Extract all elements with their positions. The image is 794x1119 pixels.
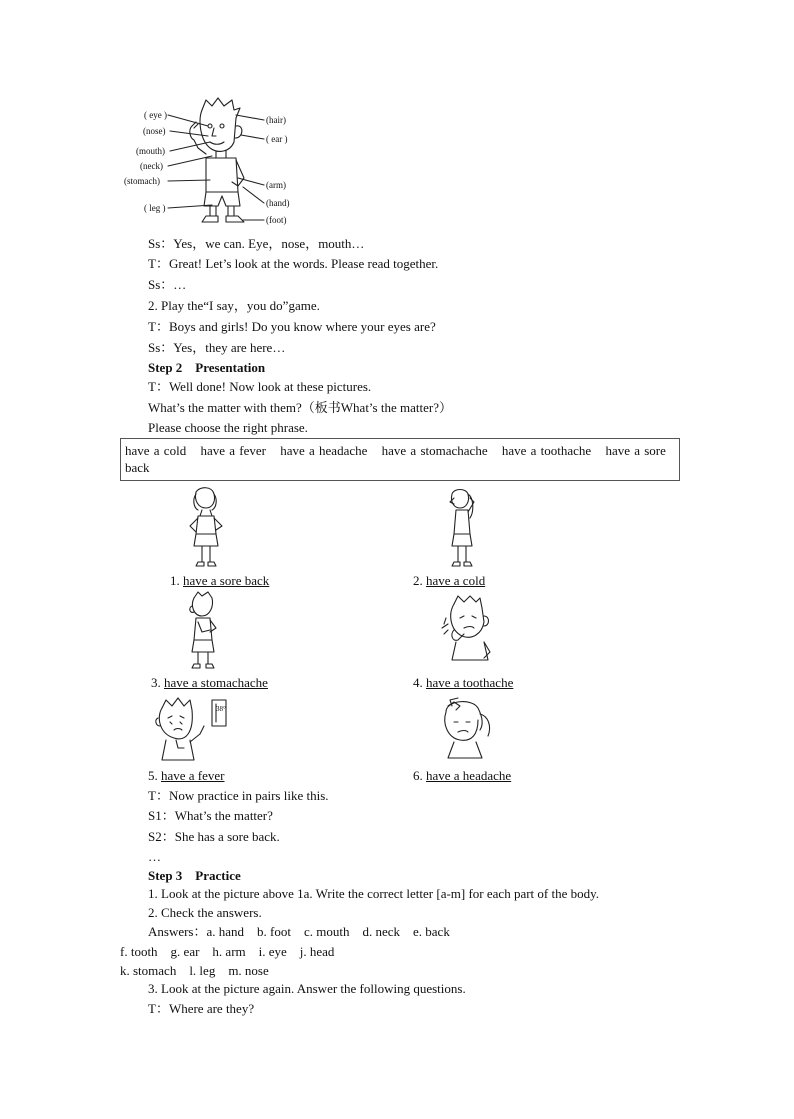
- label-neck: (neck): [140, 161, 163, 171]
- answer-5: 5. have a fever: [148, 768, 225, 783]
- answer-3: 3. have a stomachache: [151, 675, 268, 690]
- label-mouth: (mouth): [136, 146, 165, 156]
- boy-stomachache-illustration: [180, 592, 228, 672]
- text-line: f. tooth g. ear h. arm i. eye j. head: [120, 944, 335, 959]
- label-ear: ( ear ): [266, 134, 288, 144]
- text-line: T：Now practice in pairs like this.: [148, 788, 329, 803]
- text-line: Answers：a. hand b. foot c. mouth d. neck e. back: [148, 924, 450, 939]
- label-nose: (nose): [143, 126, 166, 136]
- text-line: T：Great! Let’s look at the words. Please read together.: [148, 256, 439, 271]
- text-line: k. stomach l. leg m. nose: [120, 963, 269, 978]
- label-arm: (arm): [266, 180, 286, 190]
- phrase-box: [120, 438, 680, 481]
- answer-1: 1. have a sore back: [170, 573, 270, 588]
- phrase: have a headache: [280, 443, 368, 458]
- text-line: Ss：Yes，we can. Eye，nose，mouth…: [148, 236, 365, 251]
- label-stomach: (stomach): [124, 176, 160, 186]
- text-line: Ss：Yes，they are here…: [148, 340, 286, 355]
- text-line: T：Boys and girls! Do you know where your eyes are?: [148, 319, 436, 334]
- thermometer-reading: 38°: [216, 705, 226, 713]
- girl-sore-back-illustration: [182, 486, 228, 570]
- label-foot: (foot): [266, 215, 287, 225]
- phrase: have a toothache: [501, 443, 592, 458]
- answer-4: 4. have a toothache: [413, 675, 514, 690]
- text-line: S2：She has a sore back.: [148, 829, 280, 844]
- boy-toothache-illustration: [440, 594, 496, 666]
- answer-6: 6. have a headache: [413, 768, 512, 783]
- text-line: 2. Check the answers.: [148, 905, 262, 920]
- phrase: have a cold: [125, 443, 187, 458]
- label-leg: ( leg ): [144, 203, 166, 213]
- phrase: have a sore back: [125, 443, 666, 475]
- label-hand: (hand): [266, 198, 290, 208]
- text-line: T：Where are they?: [148, 1001, 255, 1016]
- text-line: 2. Play the“I say，you do”game.: [148, 298, 320, 313]
- label-hair: (hair): [266, 115, 286, 125]
- phrase: have a stomachache: [381, 443, 488, 458]
- text-line: What’s the matter with them?（板书What’s the matter?）: [148, 400, 452, 415]
- text-line: 3. Look at the picture again. Answer the following questions.: [148, 981, 466, 996]
- text-line: Please choose the right phrase.: [148, 420, 308, 435]
- text-line: 1. Look at the picture above 1a. Write the correct letter [a-m] for each part of the body.: [148, 886, 600, 901]
- phrase: have a fever: [200, 443, 266, 458]
- label-eye: ( eye ): [144, 110, 167, 120]
- label-leader-lines: [0, 0, 794, 240]
- answer-2: 2. have a cold: [413, 573, 486, 588]
- girl-headache-illustration: [436, 696, 496, 762]
- step2-heading: Step 2 Presentation: [148, 360, 266, 375]
- text-line: S1：What’s the matter?: [148, 808, 273, 823]
- text-line: T：Well done! Now look at these pictures.: [148, 379, 372, 394]
- girl-cold-illustration: [440, 488, 486, 570]
- text-line: …: [148, 849, 161, 864]
- text-line: Ss：…: [148, 277, 187, 292]
- step3-heading: Step 3 Practice: [148, 868, 241, 883]
